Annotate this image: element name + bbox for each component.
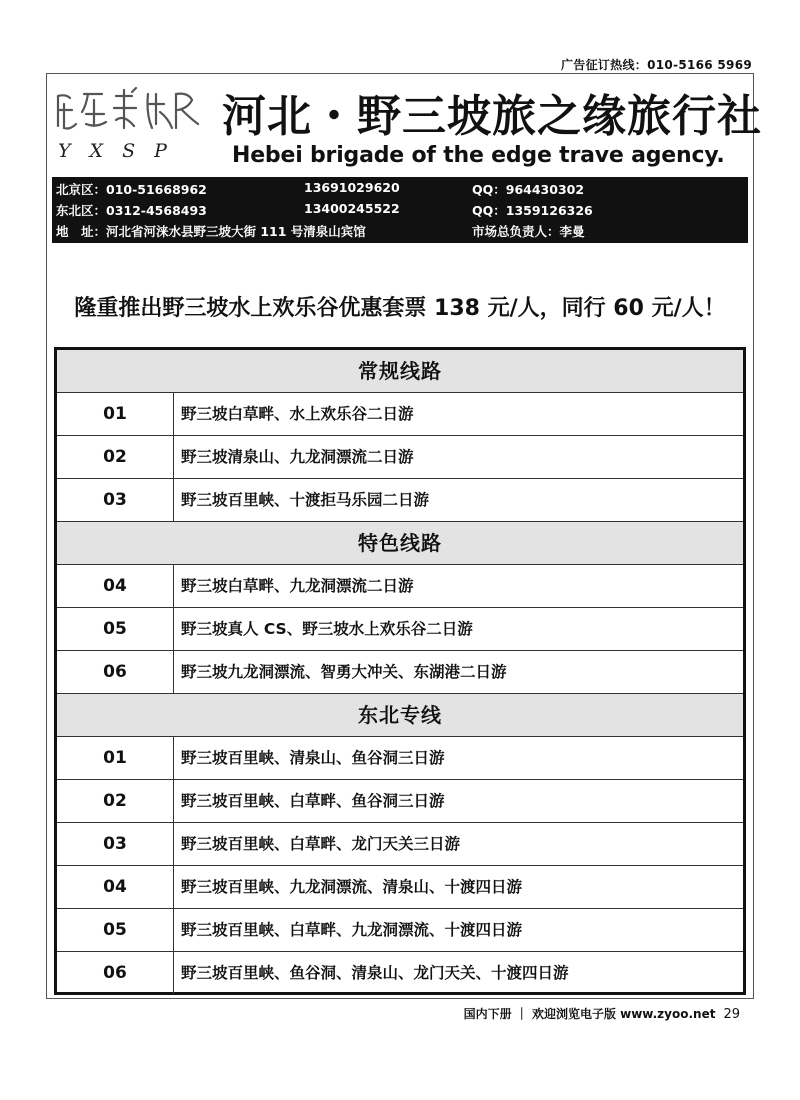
route-name: 野三坡白草畔、水上欢乐谷二日游 xyxy=(181,405,414,423)
route-name: 野三坡真人 CS、野三坡水上欢乐谷二日游 xyxy=(181,620,473,638)
route-name: 野三坡百里峡、白草畔、鱼谷洞三日游 xyxy=(181,792,445,810)
route-row xyxy=(57,780,743,823)
route-row xyxy=(57,436,743,479)
route-row xyxy=(57,823,743,866)
route-number: 05 xyxy=(57,909,174,951)
section-header: 东北专线 xyxy=(57,694,743,737)
contact-manager: 市场总负责人：李曼 xyxy=(472,224,585,239)
route-number: 02 xyxy=(57,780,174,822)
agency-logo xyxy=(52,84,202,176)
contact-beijing-mobile: 13691029620 xyxy=(304,180,400,195)
route-row xyxy=(57,479,743,522)
contact-beijing-phone: 北京区：010-51668962 xyxy=(56,182,207,197)
agency-title-cn: 河北・野三坡旅之缘旅行社 xyxy=(222,91,762,142)
page-footer xyxy=(464,1005,740,1022)
route-number: 03 xyxy=(57,479,174,521)
route-name: 野三坡百里峡、白草畔、九龙洞漂流、十渡四日游 xyxy=(181,921,523,939)
route-row xyxy=(57,866,743,909)
route-name: 野三坡九龙洞漂流、智勇大冲关、东湖港二日游 xyxy=(181,663,507,681)
route-name: 野三坡清泉山、九龙洞漂流二日游 xyxy=(181,448,414,466)
section-header: 常规线路 xyxy=(57,350,743,393)
section-header: 特色线路 xyxy=(57,522,743,565)
route-row xyxy=(57,565,743,608)
contact-northeast-mobile: 13400245522 xyxy=(304,201,400,216)
route-number: 04 xyxy=(57,565,174,607)
page-number: 29 xyxy=(723,1007,740,1022)
route-name: 野三坡百里峡、鱼谷洞、清泉山、龙门天关、十渡四日游 xyxy=(181,964,569,982)
route-number: 04 xyxy=(57,866,174,908)
footer-text: 国内下册 ｜ 欢迎浏览电子版 www.zyoo.net xyxy=(463,1007,716,1021)
contact-row-address xyxy=(52,222,748,242)
route-name: 野三坡百里峡、九龙洞漂流、清泉山、十渡四日游 xyxy=(181,878,523,896)
routes-table xyxy=(54,347,746,995)
route-number: 05 xyxy=(57,608,174,650)
route-row xyxy=(57,608,743,651)
route-name: 野三坡百里峡、十渡拒马乐园二日游 xyxy=(181,491,430,509)
route-name: 野三坡百里峡、白草畔、龙门天关三日游 xyxy=(181,835,461,853)
route-number: 02 xyxy=(57,436,174,478)
route-number: 01 xyxy=(57,737,174,779)
contact-row-beijing xyxy=(52,180,748,200)
promo-headline: 隆重推出野三坡水上欢乐谷优惠套票 138 元/人，同行 60 元/人！ xyxy=(74,296,726,321)
route-name: 野三坡白草畔、九龙洞漂流二日游 xyxy=(181,577,414,595)
route-number: 01 xyxy=(57,393,174,435)
contact-address: 地 址：河北省河涞水县野三坡大街 111 号清泉山宾馆 xyxy=(56,224,366,239)
route-number: 06 xyxy=(57,952,174,994)
route-number: 03 xyxy=(57,823,174,865)
route-row xyxy=(57,952,743,995)
route-row xyxy=(57,393,743,436)
logo-calligraphy-icon xyxy=(52,84,202,134)
logo-letters: YXSP xyxy=(58,140,186,162)
agency-title-en: Hebei brigade of the edge trave agency. xyxy=(232,143,725,168)
route-number: 06 xyxy=(57,651,174,693)
route-row xyxy=(57,737,743,780)
contact-row-northeast xyxy=(52,201,748,221)
contact-northeast-phone: 东北区：0312-4568493 xyxy=(56,203,207,218)
contact-beijing-qq: QQ：964430302 xyxy=(472,182,585,197)
route-name: 野三坡百里峡、清泉山、鱼谷洞三日游 xyxy=(181,749,445,767)
ad-hotline: 广告征订热线：010-5166 5969 xyxy=(560,58,752,72)
contact-bar xyxy=(52,177,748,243)
route-row xyxy=(57,909,743,952)
route-row xyxy=(57,651,743,694)
contact-northeast-qq: QQ：1359126326 xyxy=(472,203,593,218)
